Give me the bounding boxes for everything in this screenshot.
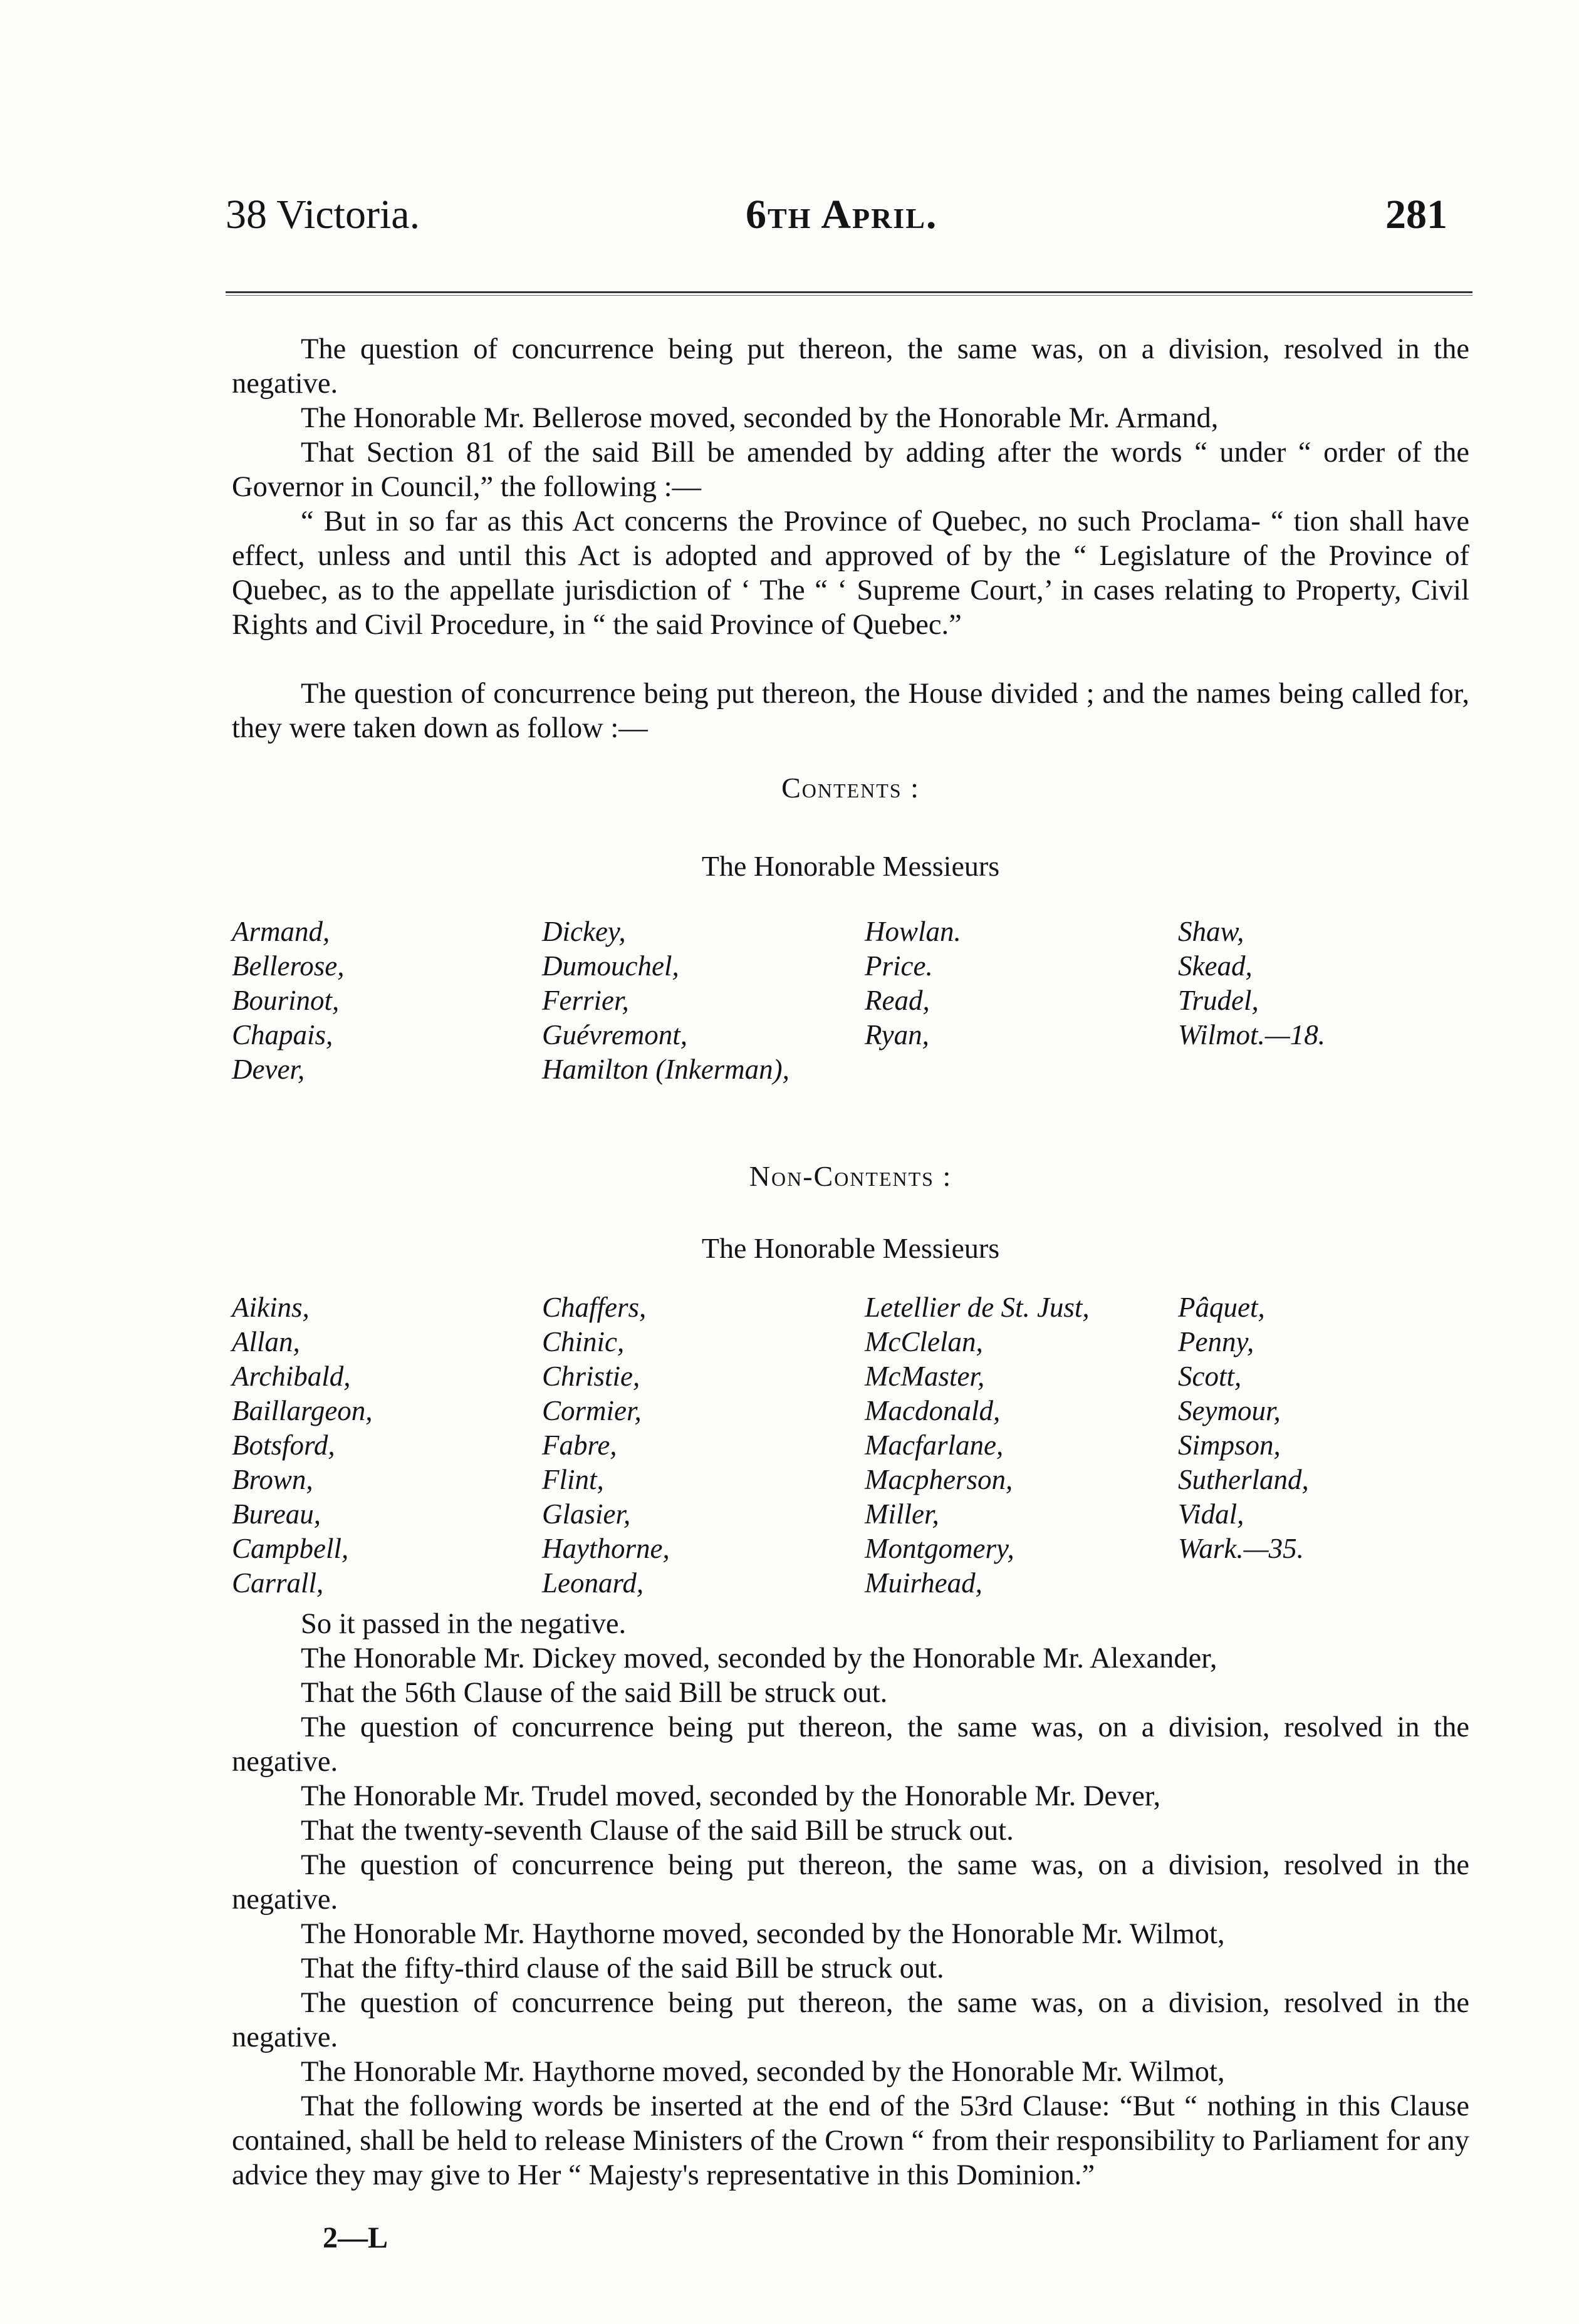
member-name: Glasier, [542,1498,631,1530]
paragraph-8: That the 56th Clause of the said Bill be struck out. [301,1677,888,1709]
paragraph-14: That the fifty-third clause of the said Bill be struck out. [301,1953,944,1984]
member-name: Sutherland, [1178,1464,1309,1495]
paragraph-3: That Section 81 of the said Bill be amended by adding after the words “ under “ order of the Governor in Council,” the following :— [232,437,1469,503]
member-name: Haythorne, [542,1533,670,1564]
member-name: Pâquet, [1178,1292,1265,1323]
member-name: Allan, [232,1326,300,1357]
member-name: Botsford, [232,1429,335,1461]
header-date: 6th April. [746,192,938,237]
member-name: Bellerose, [232,950,345,982]
member-name: Chinic, [542,1326,625,1357]
member-name: Skead, [1178,950,1253,982]
running-header [226,191,1447,260]
paragraph-17: That the following words be inserted at the end of the 53rd Clause: “But “ nothing in this Clause contained, shall be held to release Ministers of the Crown “ from their responsibility to Parliament for any advice they may give to Her “ Majesty's representative in this Dominion.” [232,2090,1469,2191]
header-rule [226,291,1472,296]
member-name: Macdonald, [865,1395,1001,1426]
contents-column-2 [542,915,790,1087]
member-name: McMaster, [865,1361,985,1392]
member-name: Penny, [1178,1326,1254,1357]
member-name: Seymour, [1178,1395,1281,1426]
paragraph-4: “ But in so far as this Act concerns the Province of Quebec, no such Proclama- “ tion shall have effect, unless and until this Act is adopted and approved of by the “ Legislature of the Province of Quebec, as to the appellate jurisdiction of ‘ The “ ‘ Supreme Court,’ in cases relating to Property, Civil Rights and Civil Procedure, in “ the said Province of Quebec.” [232,506,1469,641]
member-name: Archibald, [232,1361,351,1392]
member-name: Miller, [865,1498,939,1530]
noncontents-column-3 [865,1290,1090,1600]
noncontents-heading: Non-Contents : [749,1160,952,1192]
member-name: Brown, [232,1464,313,1495]
member-name: Dickey, [542,916,626,947]
member-name: Carrall, [232,1567,324,1599]
member-name: McClelan, [865,1326,983,1357]
member-name: Vidal, [1178,1498,1244,1530]
member-name: Montgomery, [865,1533,1014,1564]
paragraph-15: The question of concurrence being put thereon, the same was, on a division, resolved in the negative. [232,1987,1469,2053]
member-name: Fabre, [542,1429,617,1461]
member-name: Christie, [542,1361,640,1392]
paragraph-11: That the twenty-seventh Clause of the said Bill be struck out. [301,1815,1014,1847]
member-name: Armand, [232,916,330,947]
paragraph-9: The question of concurrence being put thereon, the same was, on a division, resolved in the negative. [232,1711,1469,1778]
member-name: Wark.—35. [1178,1533,1304,1564]
paragraph-5: The question of concurrence being put thereon, the House divided ; and the names being called for, they were taken down as follow :— [232,678,1469,744]
noncontents-column-2 [542,1290,670,1600]
member-name: Flint, [542,1464,604,1495]
paragraph-13: The Honorable Mr. Haythorne moved, seconded by the Honorable Mr. Wilmot, [301,1918,1225,1950]
member-name: Ferrier, [542,985,629,1016]
noncontents-column-4 [1178,1290,1309,1566]
member-name: Howlan. [865,916,961,947]
paragraph-6: So it passed in the negative. [301,1608,627,1640]
paragraph-12: The question of concurrence being put thereon, the same was, on a division, resolved in the negative. [232,1849,1469,1916]
member-name: Muirhead, [865,1567,982,1599]
member-name: Bureau, [232,1498,321,1530]
noncontents-column-1 [232,1290,373,1600]
member-name: Guévremont, [542,1019,688,1050]
signature-mark: 2—L [323,2221,388,2254]
member-name: Shaw, [1178,916,1244,947]
member-name: Bourinot, [232,985,340,1016]
contents-column-3 [865,915,961,1052]
paragraph-1: The question of concurrence being put thereon, the same was, on a division, resolved in the negative. [232,333,1469,400]
member-name: Simpson, [1178,1429,1281,1461]
paragraph-2: The Honorable Mr. Bellerose moved, seconded by the Honorable Mr. Armand, [301,402,1219,434]
member-name: Chapais, [232,1019,333,1050]
member-name: Letellier de St. Just, [865,1292,1090,1323]
member-name: Ryan, [865,1019,929,1050]
member-name: Scott, [1178,1361,1242,1392]
member-name: Macpherson, [865,1464,1013,1495]
member-name: Cormier, [542,1395,642,1426]
member-name: Campbell, [232,1533,349,1564]
contents-subheading: The Honorable Messieurs [701,850,1000,882]
paragraph-10: The Honorable Mr. Trudel moved, seconded by the Honorable Mr. Dever, [301,1780,1161,1812]
member-name: Wilmot.—18. [1178,1019,1326,1050]
member-name: Price. [865,950,933,982]
member-name: Baillargeon, [232,1395,373,1426]
member-name: Aikins, [232,1292,310,1323]
page-number: 281 [1385,192,1447,237]
contents-heading: Contents : [781,772,920,804]
member-name: Dumouchel, [542,950,679,982]
paragraph-7: The Honorable Mr. Dickey moved, seconded by the Honorable Mr. Alexander, [301,1642,1217,1674]
member-name: Read, [865,985,930,1016]
member-name: Dever, [232,1054,305,1085]
contents-column-4 [1178,915,1325,1052]
paragraph-16: The Honorable Mr. Haythorne moved, seconded by the Honorable Mr. Wilmot, [301,2056,1225,2088]
member-name: Trudel, [1178,985,1259,1016]
member-name: Hamilton (Inkerman), [542,1054,790,1085]
member-name: Chaffers, [542,1292,647,1323]
header-session: 38 Victoria. [226,192,420,237]
member-name: Leonard, [542,1567,644,1599]
noncontents-subheading: The Honorable Messieurs [701,1232,1000,1264]
contents-column-1 [232,915,345,1087]
member-name: Macfarlane, [865,1429,1004,1461]
